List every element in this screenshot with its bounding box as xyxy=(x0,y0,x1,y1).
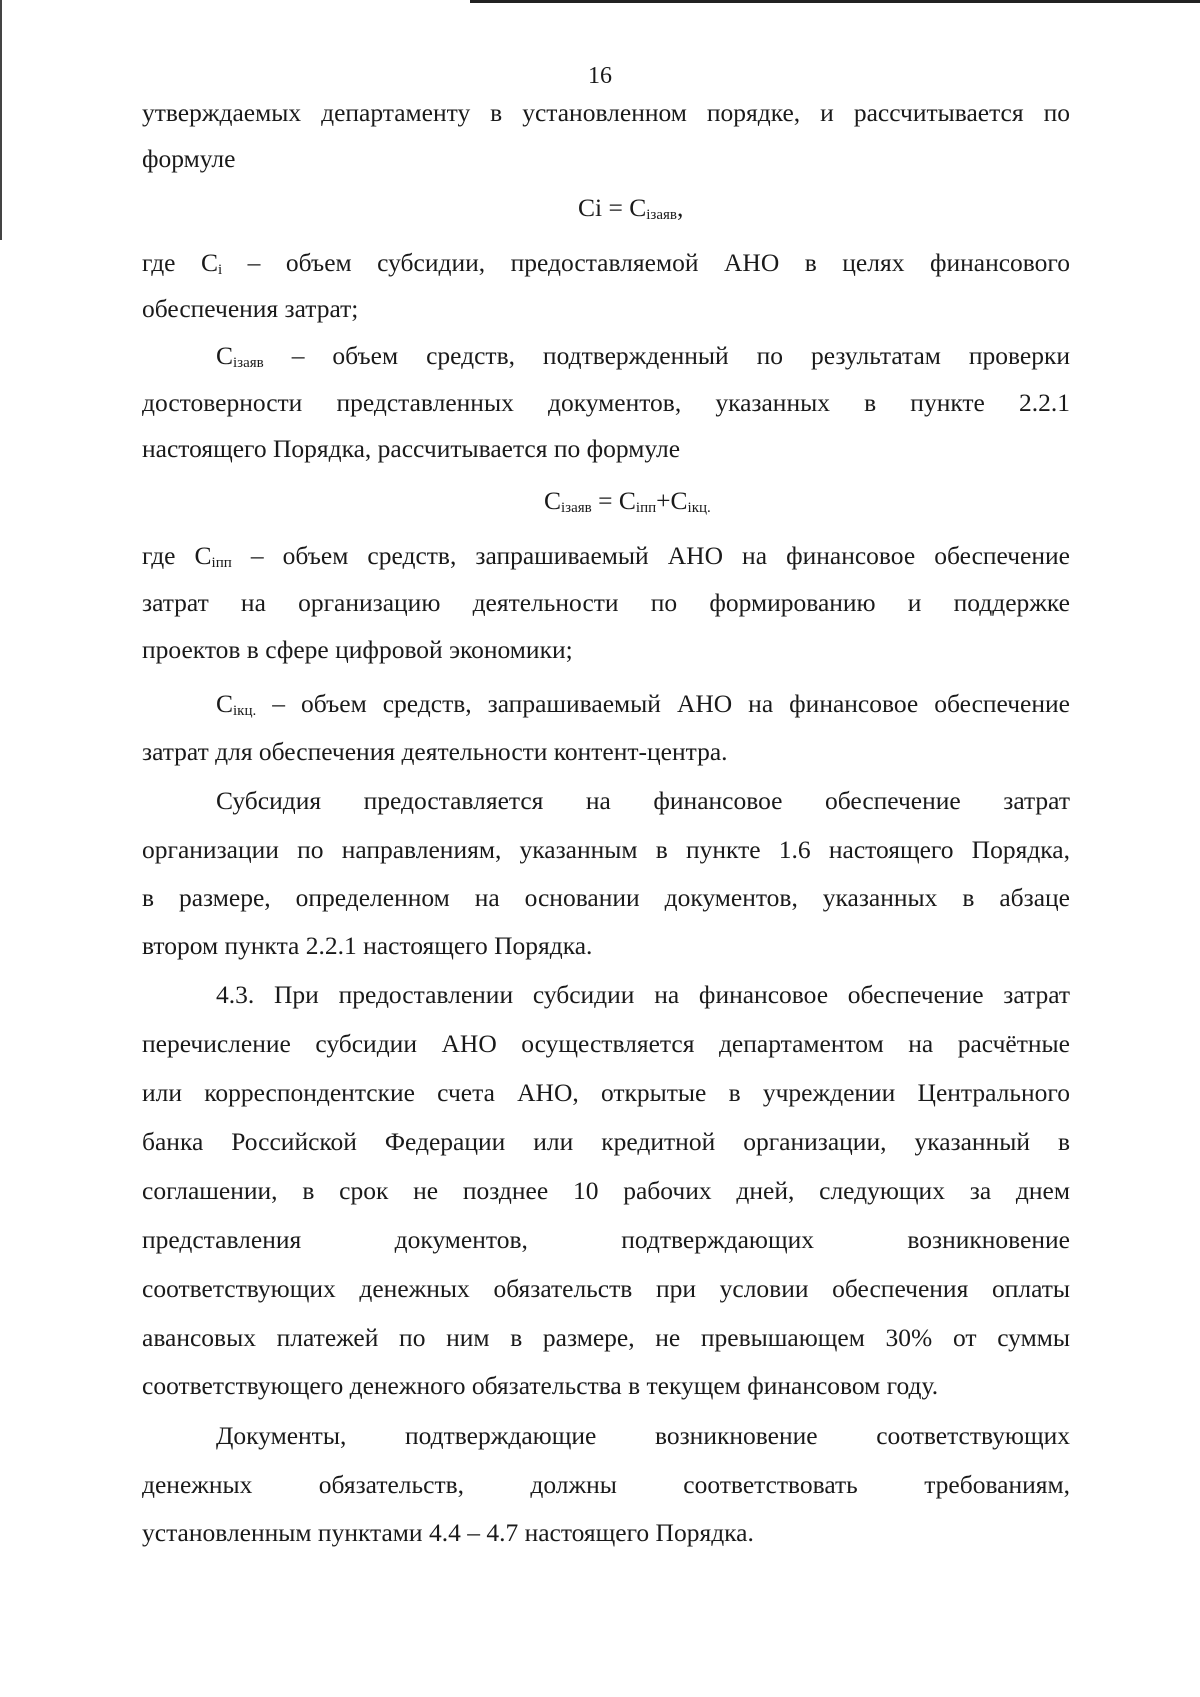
text-line: или корреспондентские счета АНО, открытые в учреждении Центрального xyxy=(142,1078,1070,1107)
text-line: затрат на организацию деятельности по формированию и поддержке xyxy=(142,588,1070,617)
text-line: обеспечения затрат; xyxy=(142,294,359,323)
text-line: $C_{iкц.}$ – объем средств, запрашиваемый АНО на финансовое обеспечение xyxy=(216,689,1070,719)
text-line: утверждаемых департаменту в установленном порядке, и рассчитывается по xyxy=(142,98,1070,127)
text-line: Документы, подтверждающие возникновение соответствующих xyxy=(216,1421,1070,1450)
text-line: $C_{iзаяв}$ – объем средств, подтвержденный по результатам проверки xyxy=(216,341,1070,371)
text-line: где $C_{iпп}$ – объем средств, запрашиваемый АНО на финансовое обеспечение xyxy=(142,541,1070,571)
text-line: втором пункта 2.2.1 настоящего Порядка. xyxy=(142,931,593,960)
text-line: организации по направлениям, указанным в пункте 1.6 настоящего Порядка, xyxy=(142,835,1070,864)
text-line: соглашении, в срок не позднее 10 рабочих дней, следующих за днем xyxy=(142,1176,1070,1205)
text-line: представления документов, подтверждающих возникновение xyxy=(142,1225,1070,1254)
text-line: достоверности представленных документов, указанных в пункте 2.2.1 xyxy=(142,388,1070,417)
text-line: денежных обязательств, должны соответствовать требованиям, xyxy=(142,1470,1070,1499)
text-line: затрат для обеспечения деятельности контент-центра. xyxy=(142,737,728,766)
text-line: формуле xyxy=(142,144,236,173)
page-number: 16 xyxy=(588,63,612,89)
text-line: Субсидия предоставляется на финансовое обеспечение затрат xyxy=(216,786,1070,815)
text-line: настоящего Порядка, рассчитывается по формуле xyxy=(142,434,681,463)
text-line: соответствующих денежных обязательств при условии обеспечения оплаты xyxy=(142,1274,1070,1303)
text-line: авансовых платежей по ним в размере, не превышающем 30% от суммы xyxy=(142,1323,1070,1352)
text-line: в размере, определенном на основании документов, указанных в абзаце xyxy=(142,883,1070,912)
text-line: проектов в сфере цифровой экономики; xyxy=(142,635,573,664)
text-line: перечисление субсидии АНО осуществляется департаментом на расчётные xyxy=(142,1029,1070,1058)
text-line: 4.3. При предоставлении субсидии на финансовое обеспечение затрат xyxy=(216,980,1070,1009)
scan-left-border xyxy=(0,0,2,240)
text-line: где $C_i$ – объем субсидии, предоставляемой АНО в целях финансового xyxy=(142,248,1070,278)
text-line: банка Российской Федерации или кредитной организации, указанный в xyxy=(142,1127,1070,1156)
formula-cizayav: $C_{iзаяв} = C_{iпп}+C_{iкц.}$ xyxy=(544,486,711,516)
text-line: соответствующего денежного обязательства в текущем финансовом году. xyxy=(142,1371,939,1400)
formula-ci: $Ci = C_{iзаяв}$, xyxy=(578,193,684,223)
scan-top-border xyxy=(470,0,1200,3)
text-line: установленным пунктами 4.4 – 4.7 настоящего Порядка. xyxy=(142,1518,754,1547)
